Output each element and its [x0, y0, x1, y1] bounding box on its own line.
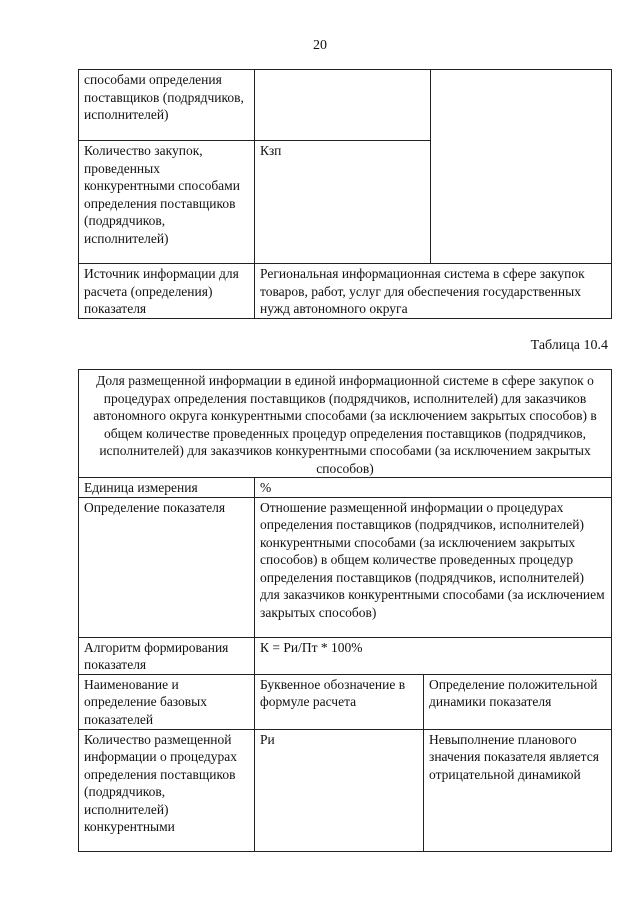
table-row: [79, 264, 612, 319]
table-cell: Алгоритм формирования показателя: [79, 637, 255, 674]
table-header-cell: Определение положительной динамики показателя: [424, 674, 612, 729]
table-title-row: [79, 370, 612, 478]
table-header-row: [79, 674, 612, 729]
table-cell: Ри: [255, 729, 424, 851]
table-row: [79, 478, 612, 498]
table-cell: [255, 70, 431, 141]
table-cell: способами определения поставщиков (подрядчиков, исполнителей): [79, 70, 255, 141]
table-cell: Невыполнение планового значения показателя является отрицательной динамикой: [424, 729, 612, 851]
table-row: [79, 637, 612, 674]
table-cell: Определение показателя: [79, 497, 255, 637]
table-row: [79, 729, 612, 851]
table-row: [79, 497, 612, 637]
indicator-table: [78, 369, 612, 852]
table-header-cell: Наименование и определение базовых показателей: [79, 674, 255, 729]
table-cell: %: [255, 478, 612, 498]
table-cell: Кзп: [255, 141, 431, 264]
table-cell: Отношение размещенной информации о процедурах определения поставщиков (подрядчиков, исполнителей) конкурентными способами (за исключением закрытых способов) в общем количестве проведенных процедур определения поставщиков (подрядчиков, исполнителей) для заказчиков конкурентными способами (за исключением закрытых способов): [255, 497, 612, 637]
table-row: [79, 70, 612, 141]
indicator-table-continued: [78, 69, 612, 319]
table-cell: Единица измерения: [79, 478, 255, 498]
table-cell: Количество размещенной информации о процедурах определения поставщиков (подрядчиков, исполнителей) конкурентными: [79, 729, 255, 851]
table-cell: [431, 70, 612, 264]
page-number: 20: [313, 38, 327, 53]
table-header-cell: Буквенное обозначение в формуле расчета: [255, 674, 424, 729]
table-cell: Количество закупок, проведенных конкурентными способами определения поставщиков (подрядчиков, исполнителей): [79, 141, 255, 264]
table-title: Доля размещенной информации в единой информационной системе в сфере закупок о процедурах определения поставщиков (подрядчиков, исполнителей) для заказчиков автономного округа конкурентными способами (за исключением закрытых способов) в общем количестве проведенных процедур определения поставщиков (подрядчиков, исполнителей) для заказчиков конкурентными способами (за исключением закрытых способов): [79, 370, 612, 478]
table-cell: К = Ри/Пт * 100%: [255, 637, 612, 674]
table-cell: Источник информации для расчета (определения) показателя: [79, 264, 255, 319]
table-caption: Таблица 10.4: [530, 338, 608, 353]
table-cell: Региональная информационная система в сфере закупок товаров, работ, услуг для обеспечения государственных нужд автономного округа: [255, 264, 612, 319]
